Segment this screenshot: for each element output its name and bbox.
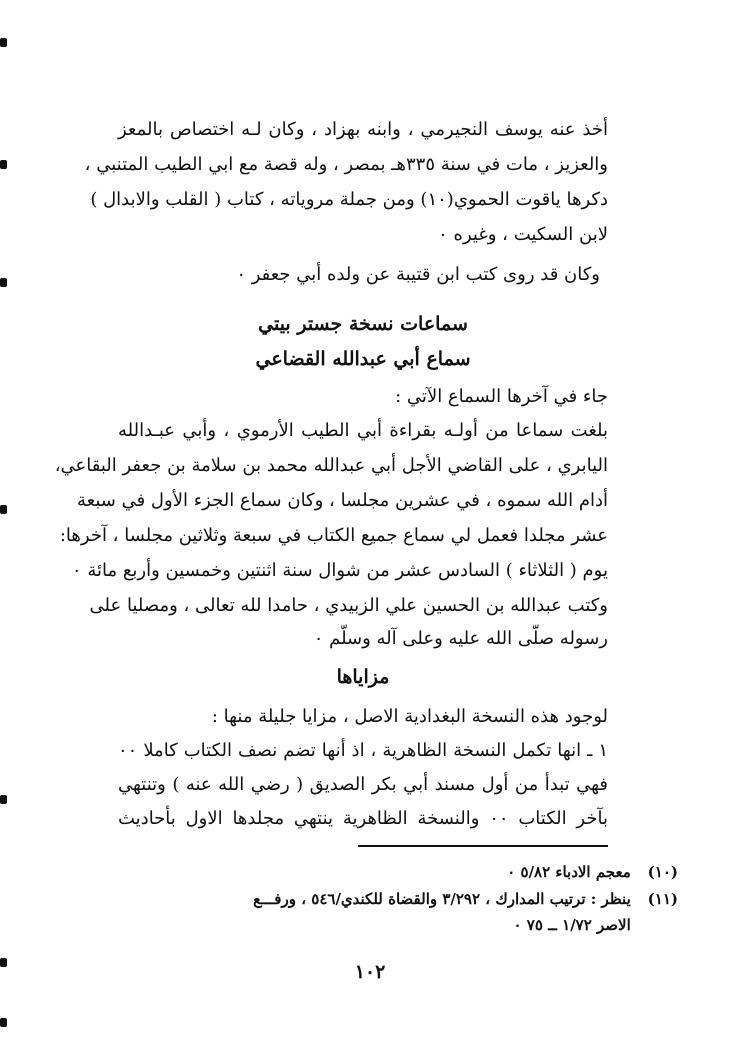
body-line: أدام الله سموه ، في عشرين مجلسا ، وكان سماع الجزء الأول في سبعة [77, 490, 608, 511]
body-line: عشر مجلدا فعمل لي سماع جميع الكتاب في سبعة وثلاثين مجلسا ، آخرها: [59, 525, 608, 546]
footnote-text: معجم الادباء ٥/٨٢ ٠ [507, 863, 631, 881]
body-line: أخذ عنه يوسف النجيرمي ، وابنه بهزاد ، وكان لـه اختصاص بالمعز [118, 119, 608, 140]
body-line: فهي تبدأ من أول مسند أبي بكر الصديق ( رضي الله عنه ) وتنتهي [118, 774, 608, 795]
footnote-number: (١٠) [647, 863, 678, 881]
scan-mark [0, 795, 7, 804]
page-number: ١٠٢ [354, 961, 386, 983]
body-line: لابن السكيت ، وغيره ٠ [438, 224, 608, 245]
body-line: جاء في آخرها السماع الآتي : [395, 386, 608, 407]
body-line: بآخر الكتاب ٠٠ والنسخة الظاهرية ينتهي مجلدها الاول بأحاديث [118, 808, 608, 829]
section-subheading: سماع أبي عبدالله القضاعي [255, 348, 471, 370]
footnote-separator [358, 845, 608, 847]
body-line: يوم ( الثلاثاء ) السادس عشر من شوال سنة اثنتين وخمسين وأربع مائة ٠ [71, 560, 608, 581]
scan-mark [0, 1018, 7, 1027]
body-line: رسوله صلّى الله عليه وعلى آله وسلّم ٠ [313, 628, 608, 649]
section-heading: مزاياها [336, 666, 390, 688]
body-line: ١ ـ انها تكمل النسخة الظاهرية ، اذ أنها تضم نصف الكتاب كاملا ٠٠ [118, 740, 608, 761]
body-line: والعزيز ، مات في سنة ٣٣٥هـ بمصر ، وله قصة مع ابي الطيب المتنبي ، [84, 154, 608, 175]
body-line: لوجود هذه النسخة البغدادية الاصل ، مزايا جليلة منها : [211, 706, 608, 727]
footnote-text: ينظر : ترتيب المدارك ، ٣/٢٩٢ والقضاة للكندي/٥٤٦ ، ورفـــع [253, 890, 631, 908]
scan-mark [0, 958, 7, 967]
footnote [118, 885, 678, 913]
footnote [118, 911, 678, 939]
body-line: وكتب عبدالله بن الحسين علي الزبيدي ، حامدا لله تعالى ، ومصليا على [89, 595, 608, 616]
section-heading: سماعات نسخة جستر بيتي [258, 313, 468, 335]
scan-mark [0, 38, 7, 47]
scan-mark [0, 278, 7, 287]
body-line: دكرها ياقوت الحموي(١٠) ومن جملة مروياته ، كتاب ( القلب والابدال ) [90, 189, 608, 210]
footnote-text: الاصر ١/٧٢ ــ ٧٥ ٠ [513, 916, 631, 934]
scan-mark [0, 160, 7, 169]
body-line: اليابري ، على القاضي الأجل أبي عبدالله محمد بن سلامة بن جعفر البقاعي، [54, 455, 608, 476]
body-line: بلغت سماعا من أولـه بقراءة أبي الطيب الأرموي ، وأبي عبـدالله [118, 420, 608, 441]
scan-mark [0, 505, 7, 514]
footnote [118, 858, 678, 886]
footnote-number: (١١) [647, 890, 678, 908]
body-line: وكان قد روى كتب ابن قتيبة عن ولده أبي جعفر ٠ [236, 264, 600, 285]
